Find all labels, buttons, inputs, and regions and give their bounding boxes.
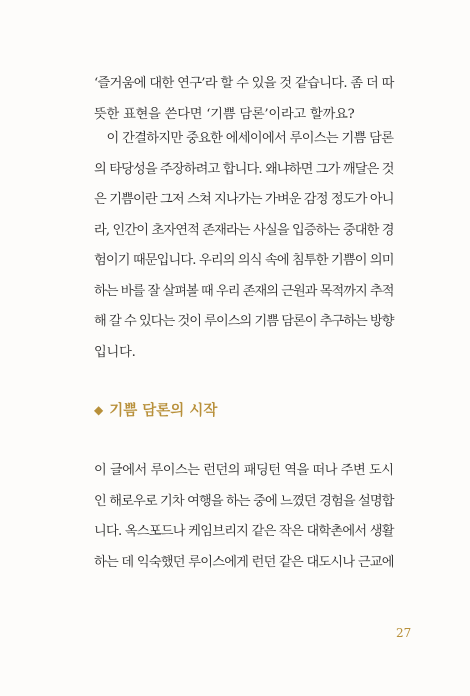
text-line: 뜻한 표현을 쓴다면 ‘기쁨 담론’이라고 할까요? [94, 106, 355, 122]
text-line: 은 기쁨이란 그저 스쳐 지나가는 가벼운 감정 정도가 아니 [94, 192, 394, 207]
text-line: 인 해로우로 기차 여행을 하는 중에 느꼈던 경험을 설명합 [94, 493, 394, 509]
text-line: 하는 바를 잘 살펴볼 때 우리 존재의 근원과 목적까지 추적 [94, 283, 394, 299]
text-line: 하는 데 익숙했던 루이스에게 런던 같은 대도시나 근교에 [94, 554, 394, 570]
text-line: 라, 인간이 초자연적 존재라는 사실을 입증하는 중대한 경 [94, 222, 394, 238]
section-heading-text: 기쁨 담론의 시작 [109, 403, 218, 419]
paragraph-1 [94, 69, 394, 130]
text-line: 이 글에서 루이스는 런던의 패딩턴 역을 떠나 주변 도시 [94, 463, 394, 478]
text-line: 이 간결하지만 중요한 에세이에서 루이스는 기쁨 담론 [94, 131, 394, 146]
text-line: 해 갈 수 있다는 것이 루이스의 기쁨 담론이 추구하는 방향 [94, 314, 394, 329]
text-line: 니다. 옥스포드나 케임브리지 같은 작은 대학촌에서 생활 [94, 524, 394, 539]
paragraph-3 [94, 456, 394, 578]
page-number: 27 [396, 626, 412, 640]
text-line: ‘즐거움에 대한 연구’라 할 수 있을 것 같습니다. 좀 더 따 [94, 76, 394, 91]
paragraph-2 [94, 124, 394, 368]
text-line: 의 타당성을 주장하려고 합니다. 왜냐하면 그가 깨달은 것 [94, 161, 394, 177]
text-line: 입니다. [94, 344, 136, 360]
text-line: 험이기 때문입니다. 우리의 의식 속에 침투한 기쁨이 의미 [94, 253, 394, 268]
section-heading [94, 396, 217, 426]
diamond-bullet-icon: ◆ [94, 403, 104, 417]
